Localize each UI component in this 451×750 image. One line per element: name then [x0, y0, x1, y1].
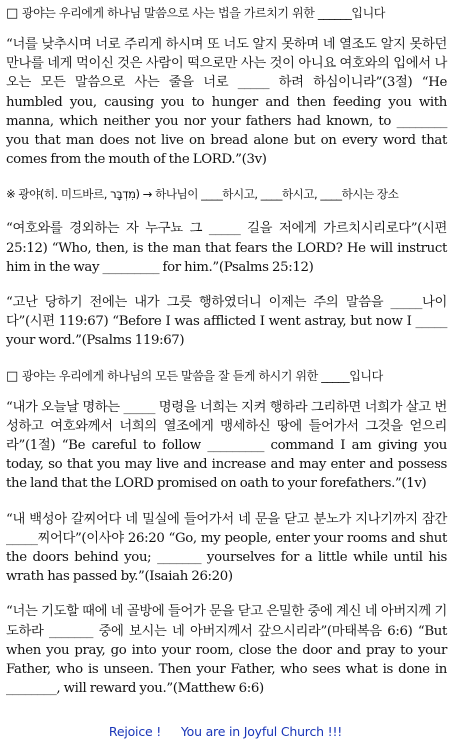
wilderness-note: ※ 광야(히. 미드바르, מִדְבָּר) → 하나님이 ____하시고, ____하시고, ____하시는 장소	[6, 187, 399, 202]
section-heading-text: 광야는 우리에게 하나님의 모든 말씀을 잘 듣게 하시기 위한 _____입니다	[21, 368, 383, 383]
checkbox-icon: □	[6, 6, 18, 21]
section-heading-2	[6, 367, 447, 386]
verse-psalm-25-12: “여호와를 경외하는 자 누구뇨 그 _____ 길을 저에게 가르치시리로다”(시편 25:12) “Who, then, is the man that fears the LORD? He will instruct him in the way _________ for him.”(Psalms 25:12)	[6, 221, 447, 275]
section-heading-text: 광야는 우리에게 하나님 말씀으로 사는 법을 가르치기 위한 ______입니다	[21, 6, 385, 20]
verse-psalm-119-67: “고난 당하기 전에는 내가 그릇 행하였더니 이제는 주의 말씀을 _____나이다”(시편 119:67) “Before I was afflicted I went astray, but now I _____ your word.”(Psalms 119:67)	[6, 295, 447, 349]
checkbox-icon: □	[6, 368, 18, 384]
footer-rejoice: Rejoice !	[108, 724, 162, 739]
church-footer	[0, 724, 451, 739]
verse-deut-8-3: “너를 낮추시며 너로 주리게 하시며 또 너도 알지 못하며 네 열조도 알지 못하던 만나를 네게 먹이신 것은 사람이 떡으로만 사는 것이 아니요 여호와의 입에서 나오는 모든 말씀으로 사는 줄을 너로 _____ 하려 하심이니라”(3절) “He humbled you, causing you to hunger and then feeding you with manna, which neither you nor your fathers had known, to ________ you that man does not live on bread alone but on every word that comes from the mouth of the LORD.”(3v)	[6, 37, 447, 168]
footer-church: You are in Joyful Church !!!	[180, 724, 343, 739]
verse-matthew-6-6: “너는 기도할 때에 네 골방에 들어가 문을 닫고 은밀한 중에 계신 네 아버지께 기도하라 _______ 중에 보시는 네 아버지께서 갚으시리라”(마태복음 6:6) “But when you pray, go into your room, close the door and pray to your Father, who is unseen. Then your Father, who sees what is done in ________, will reward you.”(Matthew 6:6)	[6, 604, 447, 697]
section-heading-1	[6, 4, 447, 23]
verse-isaiah-26-20: “내 백성아 갈찌어다 네 밀실에 들어가서 네 문을 닫고 분노가 지나기까지 잠간 _____찌어다”(이사야 26:20 “Go, my people, enter your rooms and shut the doors behind you; _______ yourselves for a little while until his wrath has passed by.”(Isaiah 26:20)	[6, 511, 447, 585]
worksheet	[6, 4, 447, 698]
verse-deut-8-1: “내가 오늘날 명하는 _____ 명령을 너희는 지켜 행하라 그리하면 너희가 살고 번성하고 여호와께서 너희의 열조에게 맹세하신 땅에 들어가서 그것을 얻으리라”(1절) “Be careful to follow _________ command I am giving you today, so that you may live and increase and may enter and possess the land that the LORD promised on oath to your forefathers.”(1v)	[6, 399, 447, 492]
